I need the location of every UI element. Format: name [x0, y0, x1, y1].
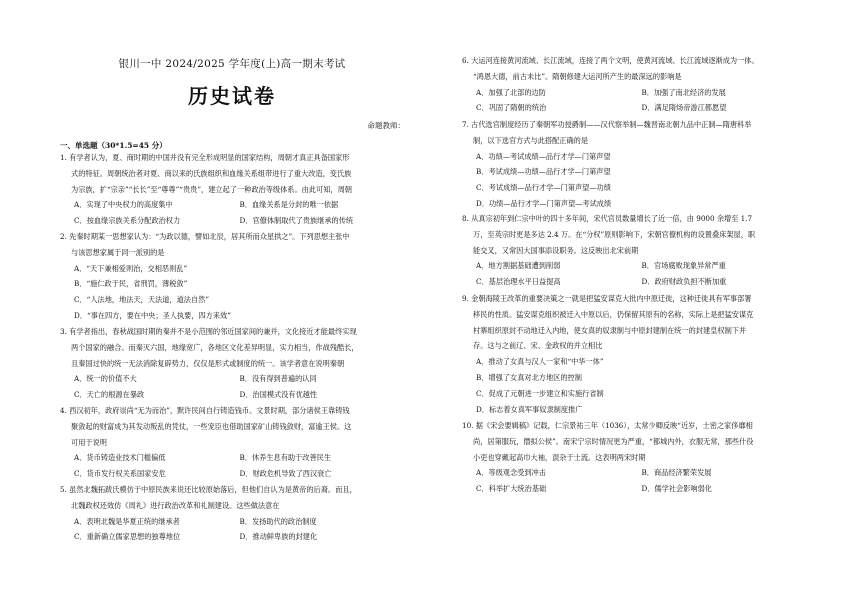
- question-stem-line: 万，至英宗时更是多达 2.4 万。在“分权”原则影响下，宋朝官僚机构的设置叠床架屋，职: [473, 229, 756, 239]
- option-a: A．“天下兼相爱则治，交相恶则乱”: [74, 263, 188, 273]
- option-a: A．功绩—考试成绩—品行才学—门第声望: [476, 151, 611, 161]
- option-c: C．重新确立儒家思想的独尊地位: [74, 532, 181, 542]
- question-stem-line: 两个国家的融合。而秦灭六国，地缘宽广，各地区文化差异明显，实力相当，作战残酷长，: [71, 342, 359, 352]
- option-b: B．增强了女真对北方地区的控制: [476, 372, 582, 382]
- option-d: D．官僚体制取代了贵族继承的传统: [239, 216, 354, 226]
- option-d: D．满足隋炀帝游江都愿望: [641, 103, 727, 113]
- question-9: [462, 291, 807, 417]
- question-stem-line: 4. 西汉初年，政府崇尚“无为而治”，默许民间自行铸造钱币。文景时期，部分诸侯王靠铸钱: [60, 406, 350, 415]
- question-stem-line: 北魏政权还效仿《周礼》进行政治改革和礼制建设。这些做法意在: [71, 500, 280, 510]
- option-a: A．推动了女真与汉人一家和“中华一体”: [476, 357, 604, 367]
- option-c: C．按血缘宗族关系分配政治权力: [74, 216, 181, 226]
- option-b: B．没有得到普遍的认同: [239, 374, 317, 384]
- option-d: D．儒学社会影响弱化: [641, 484, 712, 494]
- option-c: C．考试成绩—品行才学—门第声望—功绩: [476, 183, 611, 193]
- option-b: B．加强了南北经济的发展: [641, 87, 726, 97]
- option-a: A．货币铸造业技术门槛偏低: [74, 453, 166, 463]
- option-b: B．考试成绩—功绩—品行才学—门第声望: [476, 167, 611, 177]
- question-8: [462, 211, 807, 290]
- question-stem-line: “鸿恩大德，前古未比”。隋朝修建大运河所产生的最深远的影响是: [473, 71, 682, 81]
- question-stem-line: 移民的性质。猛安谋克组织被迁入中原以后，仍保留其原有的名称，实际上是把猛安谋克: [473, 309, 754, 319]
- option-c: C．天亡的根源在暴政: [74, 390, 145, 400]
- question-stem-line: 且秦国过快的统一无法消除复辟势力，仅仅是形式或制度的统一。该学者意在说明秦朝: [71, 358, 345, 368]
- question-10: [462, 418, 807, 497]
- section-heading: 一、单选题（30*1.5=45 分）: [60, 141, 167, 150]
- question-stem-line: 与该思想家属于同一派别的是: [71, 247, 165, 257]
- option-d: D．推动鲜卑族的封建化: [239, 532, 318, 542]
- option-d: D．“事在四方，要在中央；圣人执要，四方来效”: [74, 310, 231, 320]
- exam-title: 历史试卷: [188, 84, 276, 108]
- question-7: [462, 117, 807, 212]
- option-d: D．财政危机导致了西汉衰亡: [239, 469, 332, 479]
- option-c: C．基层治理水平日益提高: [476, 277, 561, 287]
- option-a: A．实现了中央权力的高度集中: [74, 200, 173, 210]
- option-a: A．统一的价值不大: [74, 374, 137, 384]
- question-stem-line: 5. 虽然北魏拓跋氏模仿于中原民族来说还比较原始落后，但他们自认为是黄帝的后裔。而且，: [60, 485, 357, 494]
- question-stem-line: 3. 有学者指出，春秋战国时期的秦并不是小范围的邻近国家间的兼并，文化接近才能最终实现: [60, 327, 357, 336]
- option-c: C．促成了元朝进一步建立和实施行省制: [476, 388, 604, 398]
- option-b: B．“施仁政于民，省刑罚，薄税敛”: [74, 279, 188, 289]
- question-stem-line: 2. 先秦时期某一思想家认为：“为政以德，譬如北辰，居其所而众星拱之”。下列思想主张中: [60, 232, 350, 241]
- option-b: B．官场腐败现象异常严重: [641, 261, 726, 271]
- option-b: B．发扬助代的政治制度: [239, 516, 317, 526]
- question-stem-line: 8. 从真宗初年到仁宗中叶的四十多年间，宋代官员数量增长了近一倍，由 9000 余增至 1.7: [462, 214, 753, 223]
- question-stem-line: 6. 大运河连接黄河流域、长江流域，连接了两个文明，使黄河流域、长江流域逐渐成为一体。: [462, 56, 759, 65]
- question-stem-line: 村寨组织原封不动地迁入内地，使女真的奴隶制与中原封建制在统一的封建皇权制下并: [473, 325, 747, 335]
- question-stem-line: 小吏也穿戴起高巾大袖，混杂于士流。这表明两宋时期: [473, 452, 646, 462]
- option-a: A．等级观念受到冲击: [476, 468, 546, 478]
- option-a: A．地方割据基础遭到削弱: [476, 261, 561, 271]
- question-stem-line: 为宗族，扩“宗亲”“长长”至“尊尊”“贵贵”，建立起了一种政治等级体系。由此可知，周朝: [71, 184, 352, 194]
- option-d: D．政府财政负担不断加重: [641, 277, 727, 287]
- option-d: D．功绩—品行才学—门第声望—考试成绩: [476, 198, 612, 208]
- question-stem-line: 1. 有学者认为，夏、商时期的中国并没有完全形成明显的国家结构，周朝才真正具备国家形: [60, 153, 350, 162]
- option-d: D．标志着女真军事奴隶制度推广: [476, 404, 583, 414]
- option-c: C．科举扩大统治基础: [476, 484, 547, 494]
- option-d: D．治国模式没有优越性: [239, 390, 318, 400]
- option-a: A．加强了北部的边防: [476, 87, 546, 97]
- question-stem-line: 尚，居第服玩，僭拟公侯”。南宋宁宗时情况更为严重，“都城内外，衣服无常，那些什役: [473, 436, 754, 446]
- question-stem-line: 聚敛起的财富成为其发动叛乱的凭仗，一些宠臣也借助国家矿山铸钱敛财，富逾王侯。这: [71, 421, 352, 431]
- question-stem-line: 9. 金朝海陵王改革的重要决策之一就是把猛安谋克大批内中原迁徙，这种迁徙具有军事部署: [462, 294, 752, 303]
- question-stem-line: 式的特征。周朝统治者对夏、商以来的氏族组织和血缘关系组带进行了重大改造，变氏族: [71, 168, 352, 178]
- option-b: B．商品经济繁荣发展: [641, 468, 712, 478]
- question-stem-line: 制，以下选官方式与此搭配正确的是: [473, 135, 589, 145]
- question-stem-line: 能交叉，又常因大国事添设职务。这反映出北宋前期: [473, 245, 639, 255]
- option-b: B．血缘关系是分封的唯一依据: [239, 200, 339, 210]
- question-stem-line: 10. 据《宋会要辑稿》记载，仁宗景祐三年（1036），太常少卿反映“近岁，士密之家侈靡相: [462, 421, 753, 430]
- option-b: B．休养生息有助于改善民生: [239, 453, 332, 463]
- question-3: [60, 324, 405, 403]
- question-stem-line: 可用于说明: [71, 437, 107, 447]
- option-c: C．货币发行权关系国家安危: [74, 469, 166, 479]
- question-stem-line: 存。这与之前辽、宋、金政权的并立相比: [473, 341, 603, 351]
- question-stem-line: 7. 古代选官制度经历了秦朝军功授爵制——汉代察举制—魏晋南北朝九品中正制—隋唐科举: [462, 120, 752, 129]
- option-c: C．巩固了隋朝的统治: [476, 103, 547, 113]
- option-a: A．表明北魏是华夏正统的继承者: [74, 516, 180, 526]
- question-2: [60, 229, 405, 324]
- question-6: [462, 53, 807, 116]
- option-c: C．“人法地，地法天，天法道，道法自然”: [74, 295, 210, 305]
- question-5: [60, 482, 405, 545]
- question-1: [60, 150, 405, 229]
- question-author: 命题教师：: [367, 121, 405, 130]
- school-exam-line: 银川一中 2024/2025 学年度(上)高一期末考试: [118, 58, 346, 70]
- question-4: [60, 403, 405, 482]
